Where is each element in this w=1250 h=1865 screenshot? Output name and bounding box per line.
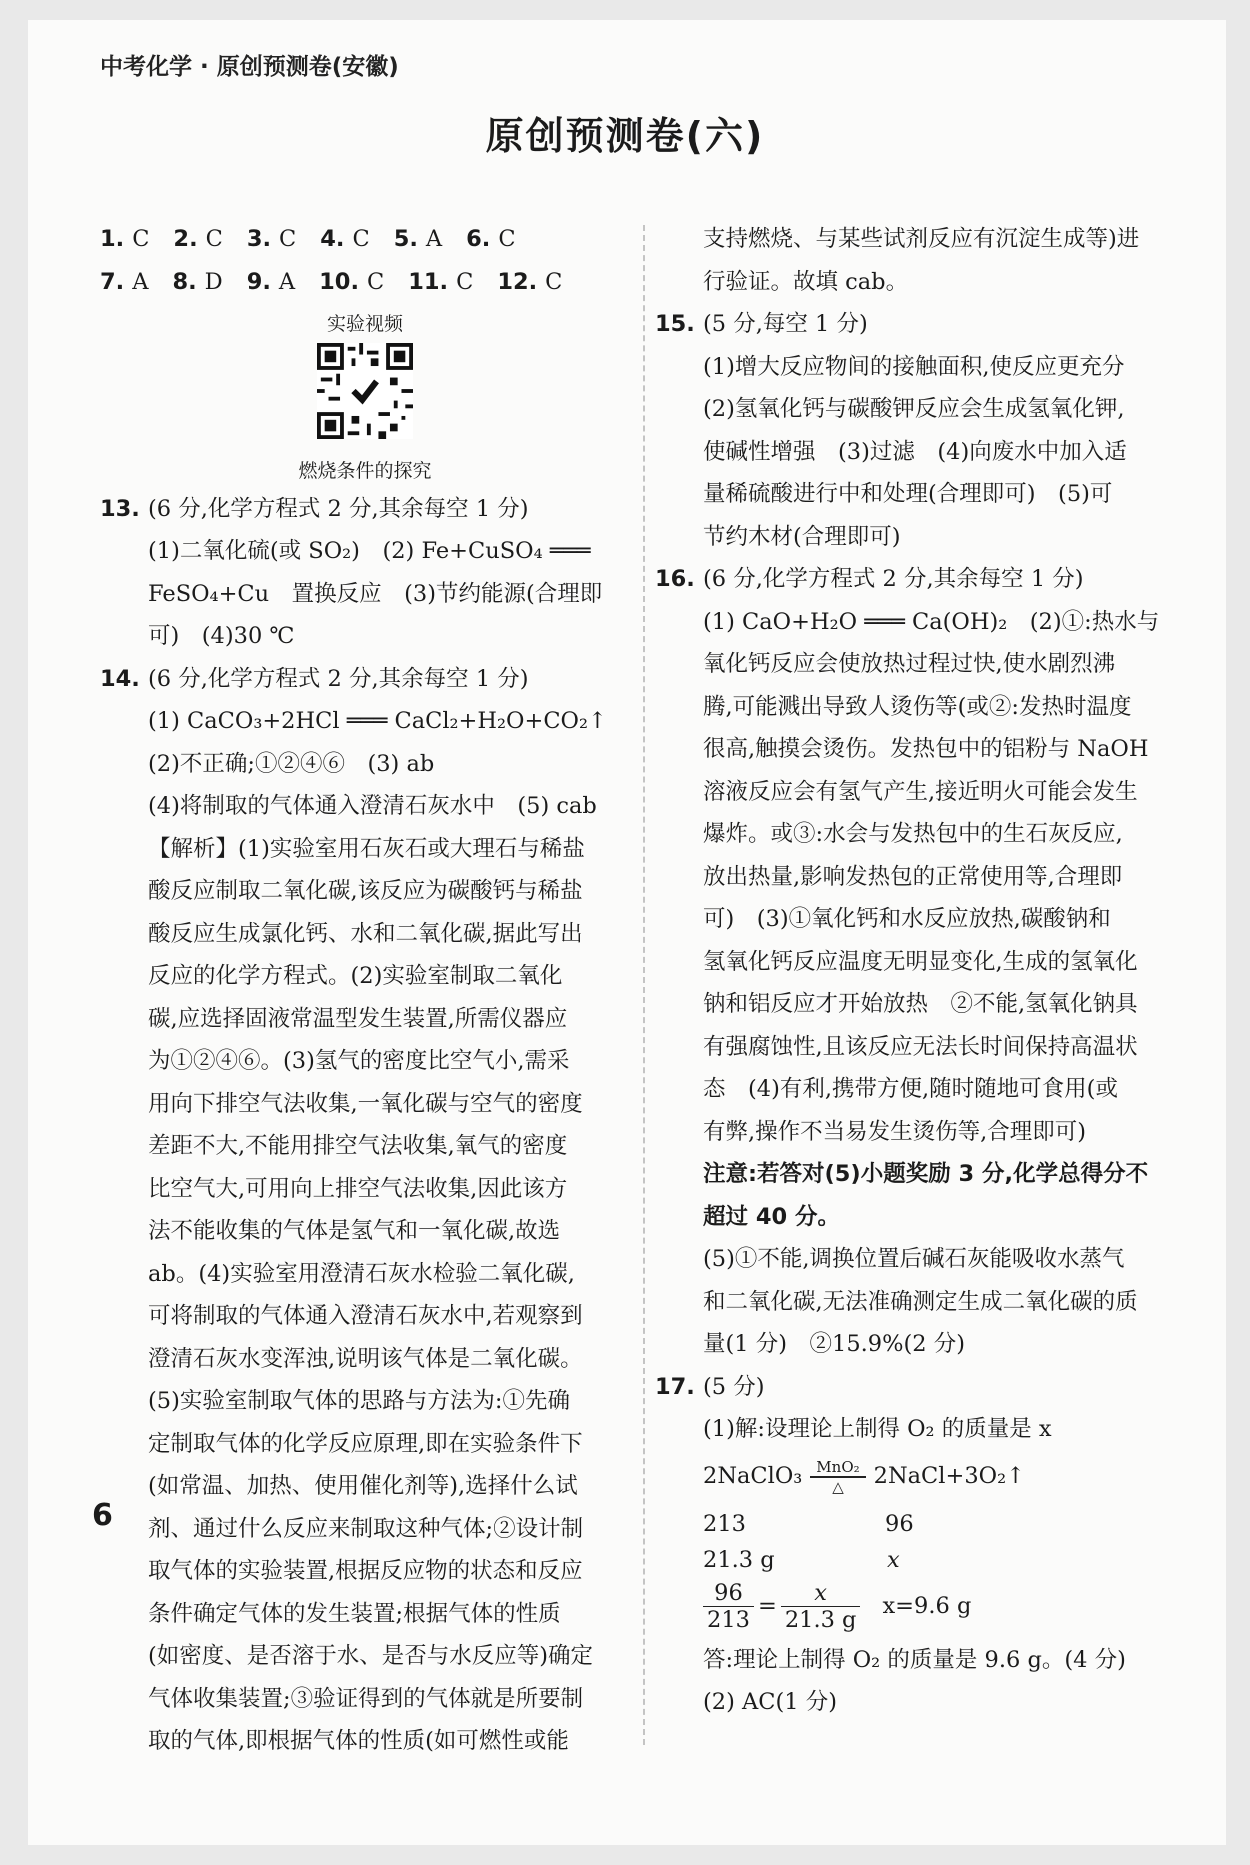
text-line [100, 998, 630, 1041]
text-line [100, 615, 630, 658]
text-line [655, 516, 1190, 559]
left-column [100, 218, 630, 1763]
mc-answer [320, 218, 369, 261]
text-line [655, 941, 1190, 984]
text-line [100, 1168, 630, 1211]
right-column [655, 218, 1190, 1724]
text-line [655, 643, 1190, 686]
text-line [100, 1295, 630, 1338]
mc-answer [319, 261, 384, 304]
mc-number: 8. [172, 268, 197, 295]
mc-answer [408, 261, 473, 304]
line-text: 使碱性增强 (3)过滤 (4)向废水中加入适 [703, 438, 1127, 465]
line-text: 用向下排空气法收集,一氧化碳与空气的密度 [148, 1090, 583, 1117]
text-line [100, 955, 630, 998]
text-line [655, 1281, 1190, 1324]
mc-number: 1. [100, 226, 125, 252]
ratio-result: x=9.6 g [882, 1593, 972, 1620]
text-line [100, 1465, 630, 1508]
text-line [655, 431, 1190, 474]
mc-answer [466, 218, 515, 261]
text-line [100, 870, 630, 913]
mc-number: 7. [100, 268, 125, 295]
line-text: (6 分,化学方程式 2 分,其余每空 1 分) [148, 665, 529, 692]
text-line [100, 1380, 630, 1423]
text-line [100, 700, 630, 743]
line-text: 碳,应选择固液常温型发生装置,所需仪器应 [148, 1005, 568, 1032]
text-line [655, 558, 1190, 601]
given-mass: 21.3 g [703, 1546, 775, 1573]
mc-number: 4. [320, 226, 345, 252]
line-text: 爆炸。或③:水会与发热包中的生石灰反应, [703, 821, 1123, 847]
text-line [100, 1040, 630, 1083]
line-text: 法不能收集的气体是氢气和一氧化碳,故选 [148, 1218, 561, 1244]
text-line [655, 346, 1190, 389]
line-text: 澄清石灰水变浑浊,说明该气体是二氧化碳。 [148, 1345, 583, 1372]
line-text: (4)将制取的气体通入澄清石灰水中 (5) cab [148, 793, 597, 819]
q17-part2: (2) AC(1 分) [703, 1689, 838, 1715]
mc-letter: A [425, 226, 443, 252]
left-text-lines [100, 488, 630, 1763]
line-text: (5 分) [703, 1373, 765, 1400]
text-line [655, 728, 1190, 771]
mc-letter: C [352, 226, 370, 252]
text-line [100, 1593, 630, 1636]
text-line [655, 813, 1190, 856]
question-number: 15. [655, 311, 695, 337]
mc-number: 11. [408, 268, 449, 295]
line-text: 有强腐蚀性,且该反应无法长时间保持高温状 [703, 1033, 1138, 1060]
qr-label-top: 实验视频 [326, 313, 403, 335]
ratio-num-1: 96 [703, 1580, 754, 1607]
text-line [655, 771, 1190, 814]
mc-number: 3. [246, 226, 272, 252]
text-line [655, 898, 1190, 941]
mc-number: 6. [466, 226, 491, 252]
line-text: 取气体的实验装置,根据反应物的状态和反应 [148, 1558, 583, 1584]
text-line [655, 1153, 1190, 1196]
text-line [100, 1550, 630, 1593]
text-line [100, 913, 630, 956]
line-text: (1)解:设理论上制得 O₂ 的质量是 x [703, 1416, 1052, 1442]
mc-letter: C [456, 268, 474, 295]
line-text: 反应的化学方程式。(2)实验室制取二氧化 [148, 963, 563, 989]
mc-number: 12. [497, 268, 538, 295]
line-text: (6 分,化学方程式 2 分,其余每空 1 分) [148, 495, 529, 522]
line-text: 注意:若答对(5)小题奖励 3 分,化学总得分不 [703, 1161, 1149, 1187]
mc-answer [100, 218, 149, 261]
eq-condition: △ [832, 1477, 844, 1496]
text-line [655, 1323, 1190, 1366]
line-text: (2)不正确;①②④⑥ (3) ab [148, 750, 435, 777]
eq-arrow [810, 1458, 865, 1496]
line-text: (5)实验室制取气体的思路与方法为:①先确 [148, 1388, 570, 1414]
mc-row [100, 218, 630, 261]
mc-letter: C [132, 226, 150, 252]
text-line [100, 488, 630, 531]
line-text: 取的气体,即根据气体的性质(如可燃性或能 [148, 1728, 569, 1754]
q17-given-row [655, 1539, 1190, 1575]
line-text: 【解析】(1)实验室用石灰石或大理石与稀盐 [148, 835, 585, 862]
mc-letter: C [279, 226, 297, 252]
eq-rhs: 2NaCl+3O₂↑ [873, 1463, 1025, 1490]
mc-letter: C [205, 226, 223, 252]
line-text: 量稀硫酸进行中和处理(合理即可) (5)可 [703, 481, 1113, 507]
text-line [655, 261, 1190, 304]
text-line [655, 388, 1190, 431]
right-text-lines [655, 218, 1190, 1451]
eq-lhs: 2NaClO₃ [703, 1463, 803, 1490]
ratio-frac-1 [703, 1580, 754, 1633]
line-text: 定制取气体的化学反应原理,即在实验条件下 [148, 1430, 583, 1457]
line-text: 酸反应生成氯化钙、水和二氧化碳,据此写出 [148, 920, 583, 947]
unknown-x: x [887, 1546, 900, 1573]
line-text: 氢氧化钙反应温度无明显变化,生成的氢氧化 [703, 948, 1138, 975]
text-line [655, 1026, 1190, 1069]
line-text: 气体收集装置;③验证得到的气体就是所要制 [148, 1685, 584, 1712]
line-text: ab。(4)实验室用澄清石灰水检验二氧化碳, [148, 1260, 575, 1287]
line-text: (6 分,化学方程式 2 分,其余每空 1 分) [703, 566, 1084, 592]
line-text: 差距不大,不能用排空气法收集,氧气的密度 [148, 1133, 568, 1159]
line-text: (1)增大反应物间的接触面积,使反应更充分 [703, 353, 1125, 380]
text-line [100, 1338, 630, 1381]
mc-answer [394, 218, 442, 261]
line-text: (1) CaCO₃+2HCl ═══ CaCl₂+H₂O+CO₂↑ [148, 708, 607, 734]
text-line [100, 743, 630, 786]
line-text: 可) (4)30 ℃ [148, 623, 295, 649]
text-line [655, 1366, 1190, 1409]
mc-answer [497, 261, 562, 304]
mc-answer [100, 261, 148, 304]
text-line [655, 1238, 1190, 1281]
column-divider [643, 225, 645, 1745]
text-line [655, 983, 1190, 1026]
text-line [655, 856, 1190, 899]
mc-letter: C [498, 226, 516, 252]
text-line [100, 1210, 630, 1253]
mc-number: 10. [319, 268, 360, 295]
text-line [655, 218, 1190, 261]
line-text: 超过 40 分。 [703, 1203, 840, 1230]
text-line [655, 303, 1190, 346]
line-text: FeSO₄+Cu 置换反应 (3)节约能源(合理即 [148, 580, 603, 607]
mc-answer [172, 261, 222, 304]
question-number: 16. [655, 566, 695, 592]
qr-label-bottom: 燃烧条件的探究 [298, 459, 432, 482]
text-line [100, 1253, 630, 1296]
text-line [655, 473, 1190, 516]
mass-o2: 96 [885, 1510, 914, 1537]
text-line [100, 785, 630, 828]
line-text: 节约木材(合理即可) [703, 523, 901, 550]
text-line [100, 1720, 630, 1763]
line-text: 可) (3)①氧化钙和水反应放热,碳酸钠和 [703, 906, 1111, 932]
ratio-frac-2 [781, 1580, 861, 1633]
qr-code-icon[interactable] [317, 343, 413, 439]
text-line [100, 1423, 630, 1466]
mc-letter: A [132, 268, 149, 295]
ratio-num-2: x [781, 1580, 861, 1607]
ratio-den-1: 213 [707, 1607, 750, 1633]
ratio-den-2: 21.3 g [784, 1607, 857, 1633]
mc-number: 2. [173, 226, 198, 252]
q17-answer: 答:理论上制得 O₂ 的质量是 9.6 g。(4 分) [703, 1646, 1126, 1673]
line-text: 很高,触摸会烫伤。发热包中的铝粉与 NaOH [703, 736, 1149, 762]
line-text: 剂、通过什么反应来制取这种气体;②设计制 [148, 1515, 584, 1542]
mc-answer [247, 218, 296, 261]
line-text: (2)氢氧化钙与碳酸钾反应会生成氢氧化钾, [703, 396, 1125, 422]
question-number: 17. [655, 1373, 695, 1400]
line-text: 和二氧化碳,无法准确测定生成二氧化碳的质 [703, 1288, 1138, 1315]
mc-letter: C [545, 268, 563, 295]
text-line [655, 601, 1190, 644]
text-line [655, 686, 1190, 729]
line-text: (5)①不能,调换位置后碱石灰能吸收水蒸气 [703, 1246, 1125, 1272]
text-line [655, 1111, 1190, 1154]
text-line [100, 1125, 630, 1168]
text-line [100, 530, 630, 573]
mc-letter: A [278, 268, 296, 295]
q17-equation [655, 1451, 1190, 1503]
text-line [100, 1678, 630, 1721]
text-line [100, 1083, 630, 1126]
line-text: 态 (4)有利,携带方便,随时随地可食用(或 [703, 1076, 1118, 1102]
page-title: 原创预测卷(六) [485, 114, 765, 158]
qr-block [100, 303, 630, 488]
mc-number: 9. [246, 268, 271, 295]
line-text: 行验证。故填 cab。 [703, 268, 909, 295]
mc-number: 5. [393, 226, 418, 252]
mc-answer [173, 218, 222, 261]
multiple-choice-answers [100, 218, 630, 303]
mc-row [100, 261, 630, 304]
mc-letter: C [367, 268, 385, 295]
line-text: 氧化钙反应会使放热过程过快,使水剧烈沸 [703, 651, 1116, 677]
line-text: 溶液反应会有氢气产生,接近明火可能会发生 [703, 778, 1138, 805]
question-number: 13. [100, 495, 140, 522]
line-text: (如密度、是否溶于水、是否与水反应等)确定 [148, 1643, 594, 1669]
text-line [100, 573, 630, 616]
text-line [100, 828, 630, 871]
text-line [100, 1635, 630, 1678]
running-head: 中考化学 · 原创预测卷(安徽) [100, 54, 399, 80]
line-text: 支持燃烧、与某些试剂反应有沉淀生成等)进 [703, 226, 1140, 252]
line-text: 条件确定气体的发生装置;根据气体的性质 [148, 1600, 561, 1627]
q17-ratio: $\frac{96}{213}$ = $\frac{x}{21.3 g}$ x=9.6 g [655, 1575, 1190, 1639]
line-text: (1) CaO+H₂O ═══ Ca(OH)₂ (2)①:热水与 [703, 608, 1160, 635]
line-text: (如常温、加热、使用催化剂等),选择什么试 [148, 1473, 578, 1499]
eq-catalyst: MnO₂ [810, 1458, 865, 1478]
mc-answer [247, 261, 295, 304]
question-number: 14. [100, 665, 140, 692]
line-text: 可将制取的气体通入澄清石灰水中,若观察到 [148, 1303, 583, 1329]
mc-letter: D [204, 268, 223, 295]
line-text: (5 分,每空 1 分) [703, 311, 868, 337]
line-text: 酸反应制取二氧化碳,该反应为碳酸钙与稀盐 [148, 878, 583, 904]
line-text: (1)二氧化硫(或 SO₂) (2) Fe+CuSO₄ ═══ [148, 538, 591, 564]
line-text: 有弊,操作不当易发生烫伤等,合理即可) [703, 1118, 1087, 1145]
text-line [100, 658, 630, 701]
line-text: 钠和铝反应才开始放热 ②不能,氢氧化钠具 [703, 991, 1138, 1017]
text-line [100, 1508, 630, 1551]
line-text: 量(1 分) ②15.9%(2 分) [703, 1331, 966, 1357]
text-line [655, 1196, 1190, 1239]
line-text: 腾,可能溅出导致人烫伤等(或②:发热时温度 [703, 693, 1132, 720]
line-text: 放出热量,影响发热包的正常使用等,合理即 [703, 863, 1123, 890]
text-line [655, 1408, 1190, 1451]
mass-nacio3: 213 [703, 1510, 746, 1537]
line-text: 为①②④⑥。(3)氢气的密度比空气小,需采 [148, 1048, 570, 1074]
page-number: 6 [92, 1498, 113, 1533]
text-line [655, 1068, 1190, 1111]
line-text: 比空气大,可用向上排空气法收集,因此该方 [148, 1175, 568, 1202]
q17-mass-row [655, 1503, 1190, 1539]
